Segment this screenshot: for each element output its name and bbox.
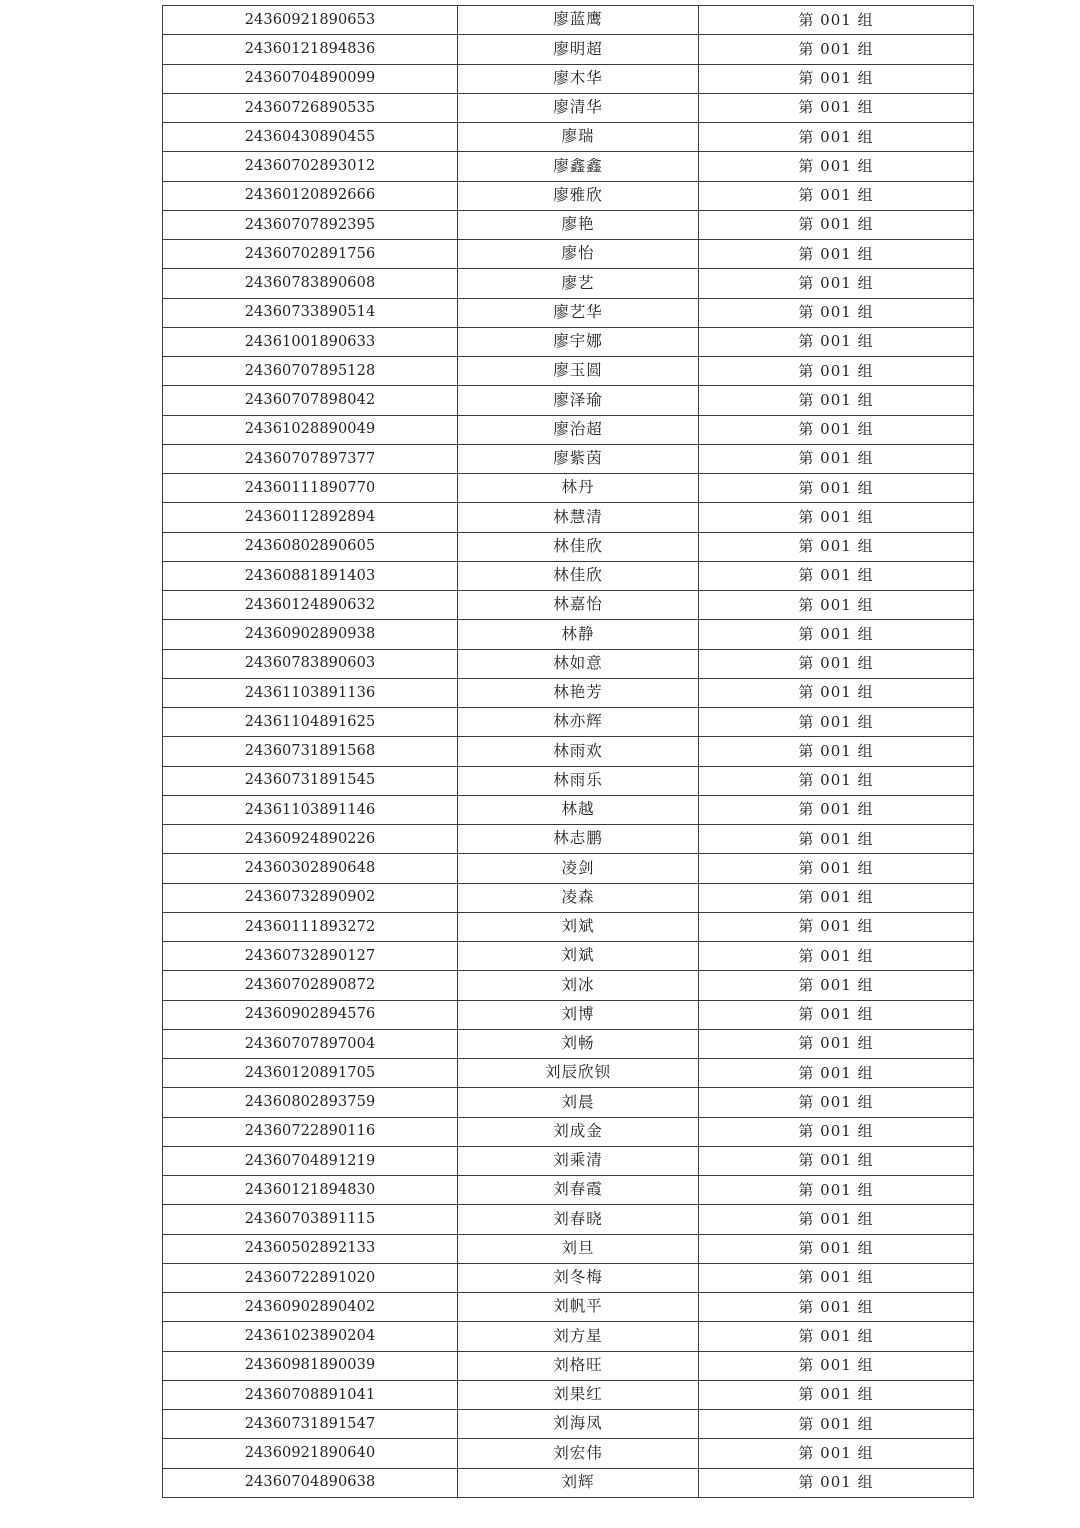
candidate-id-cell: 24360502892133 xyxy=(163,1234,458,1263)
candidate-id-cell: 24360704891219 xyxy=(163,1146,458,1175)
candidate-name-cell: 刘冰 xyxy=(458,971,699,1000)
group-cell: 第 001 组 xyxy=(699,971,974,1000)
table-row xyxy=(163,93,974,122)
table-row xyxy=(163,327,974,356)
candidate-name-cell: 林嘉怡 xyxy=(458,591,699,620)
group-cell: 第 001 组 xyxy=(699,474,974,503)
table-row xyxy=(163,1205,974,1234)
candidate-id-cell: 24360902894576 xyxy=(163,1000,458,1029)
table-row xyxy=(163,474,974,503)
table-row xyxy=(163,444,974,473)
candidate-name-cell: 刘辉 xyxy=(458,1468,699,1497)
candidate-name-cell: 林丹 xyxy=(458,474,699,503)
candidate-id-cell: 24360732890127 xyxy=(163,942,458,971)
table-row xyxy=(163,883,974,912)
candidate-id-cell: 24360702893012 xyxy=(163,152,458,181)
group-cell: 第 001 组 xyxy=(699,503,974,532)
candidate-id-cell: 24360704890638 xyxy=(163,1468,458,1497)
group-cell: 第 001 组 xyxy=(699,678,974,707)
candidate-name-cell: 刘帆平 xyxy=(458,1293,699,1322)
group-cell: 第 001 组 xyxy=(699,123,974,152)
candidate-id-cell: 24360921890653 xyxy=(163,6,458,35)
group-cell: 第 001 组 xyxy=(699,1117,974,1146)
group-cell: 第 001 组 xyxy=(699,1322,974,1351)
table-row xyxy=(163,269,974,298)
candidate-id-cell: 24360121894830 xyxy=(163,1176,458,1205)
table-row xyxy=(163,503,974,532)
candidate-id-cell: 24360783890603 xyxy=(163,649,458,678)
candidate-id-cell: 24360731891568 xyxy=(163,737,458,766)
group-cell: 第 001 组 xyxy=(699,1351,974,1380)
group-cell: 第 001 组 xyxy=(699,620,974,649)
candidate-id-cell: 24360703891115 xyxy=(163,1205,458,1234)
group-cell: 第 001 组 xyxy=(699,854,974,883)
candidate-name-cell: 刘海凤 xyxy=(458,1410,699,1439)
candidate-id-cell: 24361028890049 xyxy=(163,415,458,444)
group-cell: 第 001 组 xyxy=(699,1000,974,1029)
candidate-name-cell: 刘博 xyxy=(458,1000,699,1029)
table-row xyxy=(163,912,974,941)
group-cell: 第 001 组 xyxy=(699,6,974,35)
table-row xyxy=(163,591,974,620)
candidate-id-cell: 24360702891756 xyxy=(163,240,458,269)
candidate-name-cell: 廖艺华 xyxy=(458,298,699,327)
group-cell: 第 001 组 xyxy=(699,1088,974,1117)
candidate-name-cell: 刘宏伟 xyxy=(458,1439,699,1468)
table-row xyxy=(163,298,974,327)
table-row xyxy=(163,620,974,649)
candidate-name-cell: 林雨欢 xyxy=(458,737,699,766)
table-row xyxy=(163,240,974,269)
group-cell: 第 001 组 xyxy=(699,35,974,64)
group-cell: 第 001 组 xyxy=(699,298,974,327)
candidate-id-cell: 24360726890535 xyxy=(163,93,458,122)
group-cell: 第 001 组 xyxy=(699,766,974,795)
candidate-id-cell: 24361103891136 xyxy=(163,678,458,707)
table-row xyxy=(163,35,974,64)
group-cell: 第 001 组 xyxy=(699,1234,974,1263)
table-row xyxy=(163,64,974,93)
table-row xyxy=(163,825,974,854)
table-row xyxy=(163,1380,974,1409)
candidate-name-cell: 廖清华 xyxy=(458,93,699,122)
group-cell: 第 001 组 xyxy=(699,93,974,122)
candidate-name-cell: 廖玉圆 xyxy=(458,357,699,386)
group-cell: 第 001 组 xyxy=(699,1468,974,1497)
candidate-id-cell: 24360121894836 xyxy=(163,35,458,64)
table-row xyxy=(163,1029,974,1058)
candidate-name-cell: 刘辰欣钡 xyxy=(458,1059,699,1088)
roster-table xyxy=(162,5,974,1498)
candidate-name-cell: 刘果红 xyxy=(458,1380,699,1409)
table-row xyxy=(163,415,974,444)
candidate-name-cell: 廖明超 xyxy=(458,35,699,64)
candidate-name-cell: 廖怡 xyxy=(458,240,699,269)
candidate-id-cell: 24360111890770 xyxy=(163,474,458,503)
candidate-name-cell: 廖治超 xyxy=(458,415,699,444)
group-cell: 第 001 组 xyxy=(699,181,974,210)
group-cell: 第 001 组 xyxy=(699,825,974,854)
group-cell: 第 001 组 xyxy=(699,152,974,181)
table-row xyxy=(163,6,974,35)
candidate-id-cell: 24360722891020 xyxy=(163,1263,458,1292)
table-row xyxy=(163,1263,974,1292)
candidate-name-cell: 刘成金 xyxy=(458,1117,699,1146)
candidate-id-cell: 24360981890039 xyxy=(163,1351,458,1380)
candidate-id-cell: 24360802893759 xyxy=(163,1088,458,1117)
group-cell: 第 001 组 xyxy=(699,240,974,269)
candidate-id-cell: 24360120891705 xyxy=(163,1059,458,1088)
candidate-name-cell: 林如意 xyxy=(458,649,699,678)
group-cell: 第 001 组 xyxy=(699,1176,974,1205)
group-cell: 第 001 组 xyxy=(699,795,974,824)
candidate-id-cell: 24360707897004 xyxy=(163,1029,458,1058)
candidate-id-cell: 24360124890632 xyxy=(163,591,458,620)
table-row xyxy=(163,181,974,210)
group-cell: 第 001 组 xyxy=(699,883,974,912)
candidate-name-cell: 廖艺 xyxy=(458,269,699,298)
candidate-id-cell: 24360902890938 xyxy=(163,620,458,649)
candidate-name-cell: 廖宇娜 xyxy=(458,327,699,356)
candidate-name-cell: 凌森 xyxy=(458,883,699,912)
group-cell: 第 001 组 xyxy=(699,1146,974,1175)
candidate-name-cell: 林越 xyxy=(458,795,699,824)
candidate-id-cell: 24361023890204 xyxy=(163,1322,458,1351)
candidate-id-cell: 24360731891545 xyxy=(163,766,458,795)
group-cell: 第 001 组 xyxy=(699,327,974,356)
group-cell: 第 001 组 xyxy=(699,942,974,971)
candidate-name-cell: 林雨乐 xyxy=(458,766,699,795)
candidate-id-cell: 24360707895128 xyxy=(163,357,458,386)
group-cell: 第 001 组 xyxy=(699,737,974,766)
candidate-name-cell: 林静 xyxy=(458,620,699,649)
candidate-name-cell: 廖鑫鑫 xyxy=(458,152,699,181)
candidate-id-cell: 24361001890633 xyxy=(163,327,458,356)
candidate-id-cell: 24360704890099 xyxy=(163,64,458,93)
candidate-id-cell: 24361104891625 xyxy=(163,708,458,737)
table-row xyxy=(163,532,974,561)
table-row xyxy=(163,1088,974,1117)
group-cell: 第 001 组 xyxy=(699,649,974,678)
table-row xyxy=(163,1059,974,1088)
candidate-id-cell: 24360921890640 xyxy=(163,1439,458,1468)
group-cell: 第 001 组 xyxy=(699,1410,974,1439)
candidate-id-cell: 24360112892894 xyxy=(163,503,458,532)
candidate-name-cell: 刘春霞 xyxy=(458,1176,699,1205)
candidate-id-cell: 24360111893272 xyxy=(163,912,458,941)
table-row xyxy=(163,1117,974,1146)
candidate-name-cell: 廖蓝鹰 xyxy=(458,6,699,35)
candidate-name-cell: 刘斌 xyxy=(458,942,699,971)
candidate-name-cell: 林慧清 xyxy=(458,503,699,532)
group-cell: 第 001 组 xyxy=(699,64,974,93)
candidate-name-cell: 刘乘清 xyxy=(458,1146,699,1175)
candidate-name-cell: 廖艳 xyxy=(458,210,699,239)
candidate-name-cell: 刘方星 xyxy=(458,1322,699,1351)
candidate-id-cell: 24360707892395 xyxy=(163,210,458,239)
candidate-name-cell: 刘旦 xyxy=(458,1234,699,1263)
candidate-name-cell: 刘晨 xyxy=(458,1088,699,1117)
candidate-name-cell: 廖木华 xyxy=(458,64,699,93)
table-row xyxy=(163,561,974,590)
table-row xyxy=(163,1000,974,1029)
candidate-id-cell: 24360708891041 xyxy=(163,1380,458,1409)
candidate-id-cell: 24360733890514 xyxy=(163,298,458,327)
table-row xyxy=(163,1439,974,1468)
candidate-name-cell: 林亦辉 xyxy=(458,708,699,737)
table-row xyxy=(163,942,974,971)
candidate-id-cell: 24360430890455 xyxy=(163,123,458,152)
table-row xyxy=(163,1468,974,1497)
table-row xyxy=(163,1234,974,1263)
table-row xyxy=(163,678,974,707)
table-row xyxy=(163,1322,974,1351)
group-cell: 第 001 组 xyxy=(699,386,974,415)
table-row xyxy=(163,795,974,824)
group-cell: 第 001 组 xyxy=(699,1263,974,1292)
candidate-name-cell: 林艳芳 xyxy=(458,678,699,707)
table-row xyxy=(163,1293,974,1322)
group-cell: 第 001 组 xyxy=(699,357,974,386)
candidate-id-cell: 24360881891403 xyxy=(163,561,458,590)
candidate-id-cell: 24360732890902 xyxy=(163,883,458,912)
candidate-name-cell: 廖雅欣 xyxy=(458,181,699,210)
candidate-name-cell: 刘春晓 xyxy=(458,1205,699,1234)
group-cell: 第 001 组 xyxy=(699,1029,974,1058)
candidate-name-cell: 刘格旺 xyxy=(458,1351,699,1380)
candidate-name-cell: 林佳欣 xyxy=(458,561,699,590)
candidate-id-cell: 24360302890648 xyxy=(163,854,458,883)
candidate-id-cell: 24360702890872 xyxy=(163,971,458,1000)
group-cell: 第 001 组 xyxy=(699,1439,974,1468)
group-cell: 第 001 组 xyxy=(699,1205,974,1234)
group-cell: 第 001 组 xyxy=(699,415,974,444)
candidate-id-cell: 24360802890605 xyxy=(163,532,458,561)
group-cell: 第 001 组 xyxy=(699,708,974,737)
candidate-name-cell: 廖紫茵 xyxy=(458,444,699,473)
table-row xyxy=(163,971,974,1000)
group-cell: 第 001 组 xyxy=(699,1380,974,1409)
candidate-name-cell: 林佳欣 xyxy=(458,532,699,561)
table-row xyxy=(163,210,974,239)
group-cell: 第 001 组 xyxy=(699,591,974,620)
candidate-id-cell: 24360902890402 xyxy=(163,1293,458,1322)
table-row xyxy=(163,1410,974,1439)
table-row xyxy=(163,152,974,181)
table-row xyxy=(163,737,974,766)
candidate-name-cell: 廖瑞 xyxy=(458,123,699,152)
candidate-id-cell: 24360707898042 xyxy=(163,386,458,415)
table-row xyxy=(163,1146,974,1175)
candidate-id-cell: 24360731891547 xyxy=(163,1410,458,1439)
group-cell: 第 001 组 xyxy=(699,444,974,473)
candidate-name-cell: 凌剑 xyxy=(458,854,699,883)
candidate-id-cell: 24360120892666 xyxy=(163,181,458,210)
roster-table-body xyxy=(163,6,974,1498)
table-row xyxy=(163,123,974,152)
candidate-name-cell: 刘畅 xyxy=(458,1029,699,1058)
group-cell: 第 001 组 xyxy=(699,210,974,239)
candidate-id-cell: 24360924890226 xyxy=(163,825,458,854)
candidate-id-cell: 24360722890116 xyxy=(163,1117,458,1146)
table-row xyxy=(163,1176,974,1205)
candidate-name-cell: 刘冬梅 xyxy=(458,1263,699,1292)
group-cell: 第 001 组 xyxy=(699,1059,974,1088)
candidate-id-cell: 24360707897377 xyxy=(163,444,458,473)
group-cell: 第 001 组 xyxy=(699,269,974,298)
candidate-id-cell: 24360783890608 xyxy=(163,269,458,298)
table-row xyxy=(163,1351,974,1380)
group-cell: 第 001 组 xyxy=(699,561,974,590)
table-row xyxy=(163,357,974,386)
candidate-name-cell: 刘斌 xyxy=(458,912,699,941)
candidate-name-cell: 廖泽瑜 xyxy=(458,386,699,415)
candidate-id-cell: 24361103891146 xyxy=(163,795,458,824)
table-row xyxy=(163,766,974,795)
table-row xyxy=(163,854,974,883)
group-cell: 第 001 组 xyxy=(699,912,974,941)
table-row xyxy=(163,386,974,415)
table-row xyxy=(163,708,974,737)
group-cell: 第 001 组 xyxy=(699,1293,974,1322)
table-row xyxy=(163,649,974,678)
candidate-name-cell: 林志鹏 xyxy=(458,825,699,854)
group-cell: 第 001 组 xyxy=(699,532,974,561)
